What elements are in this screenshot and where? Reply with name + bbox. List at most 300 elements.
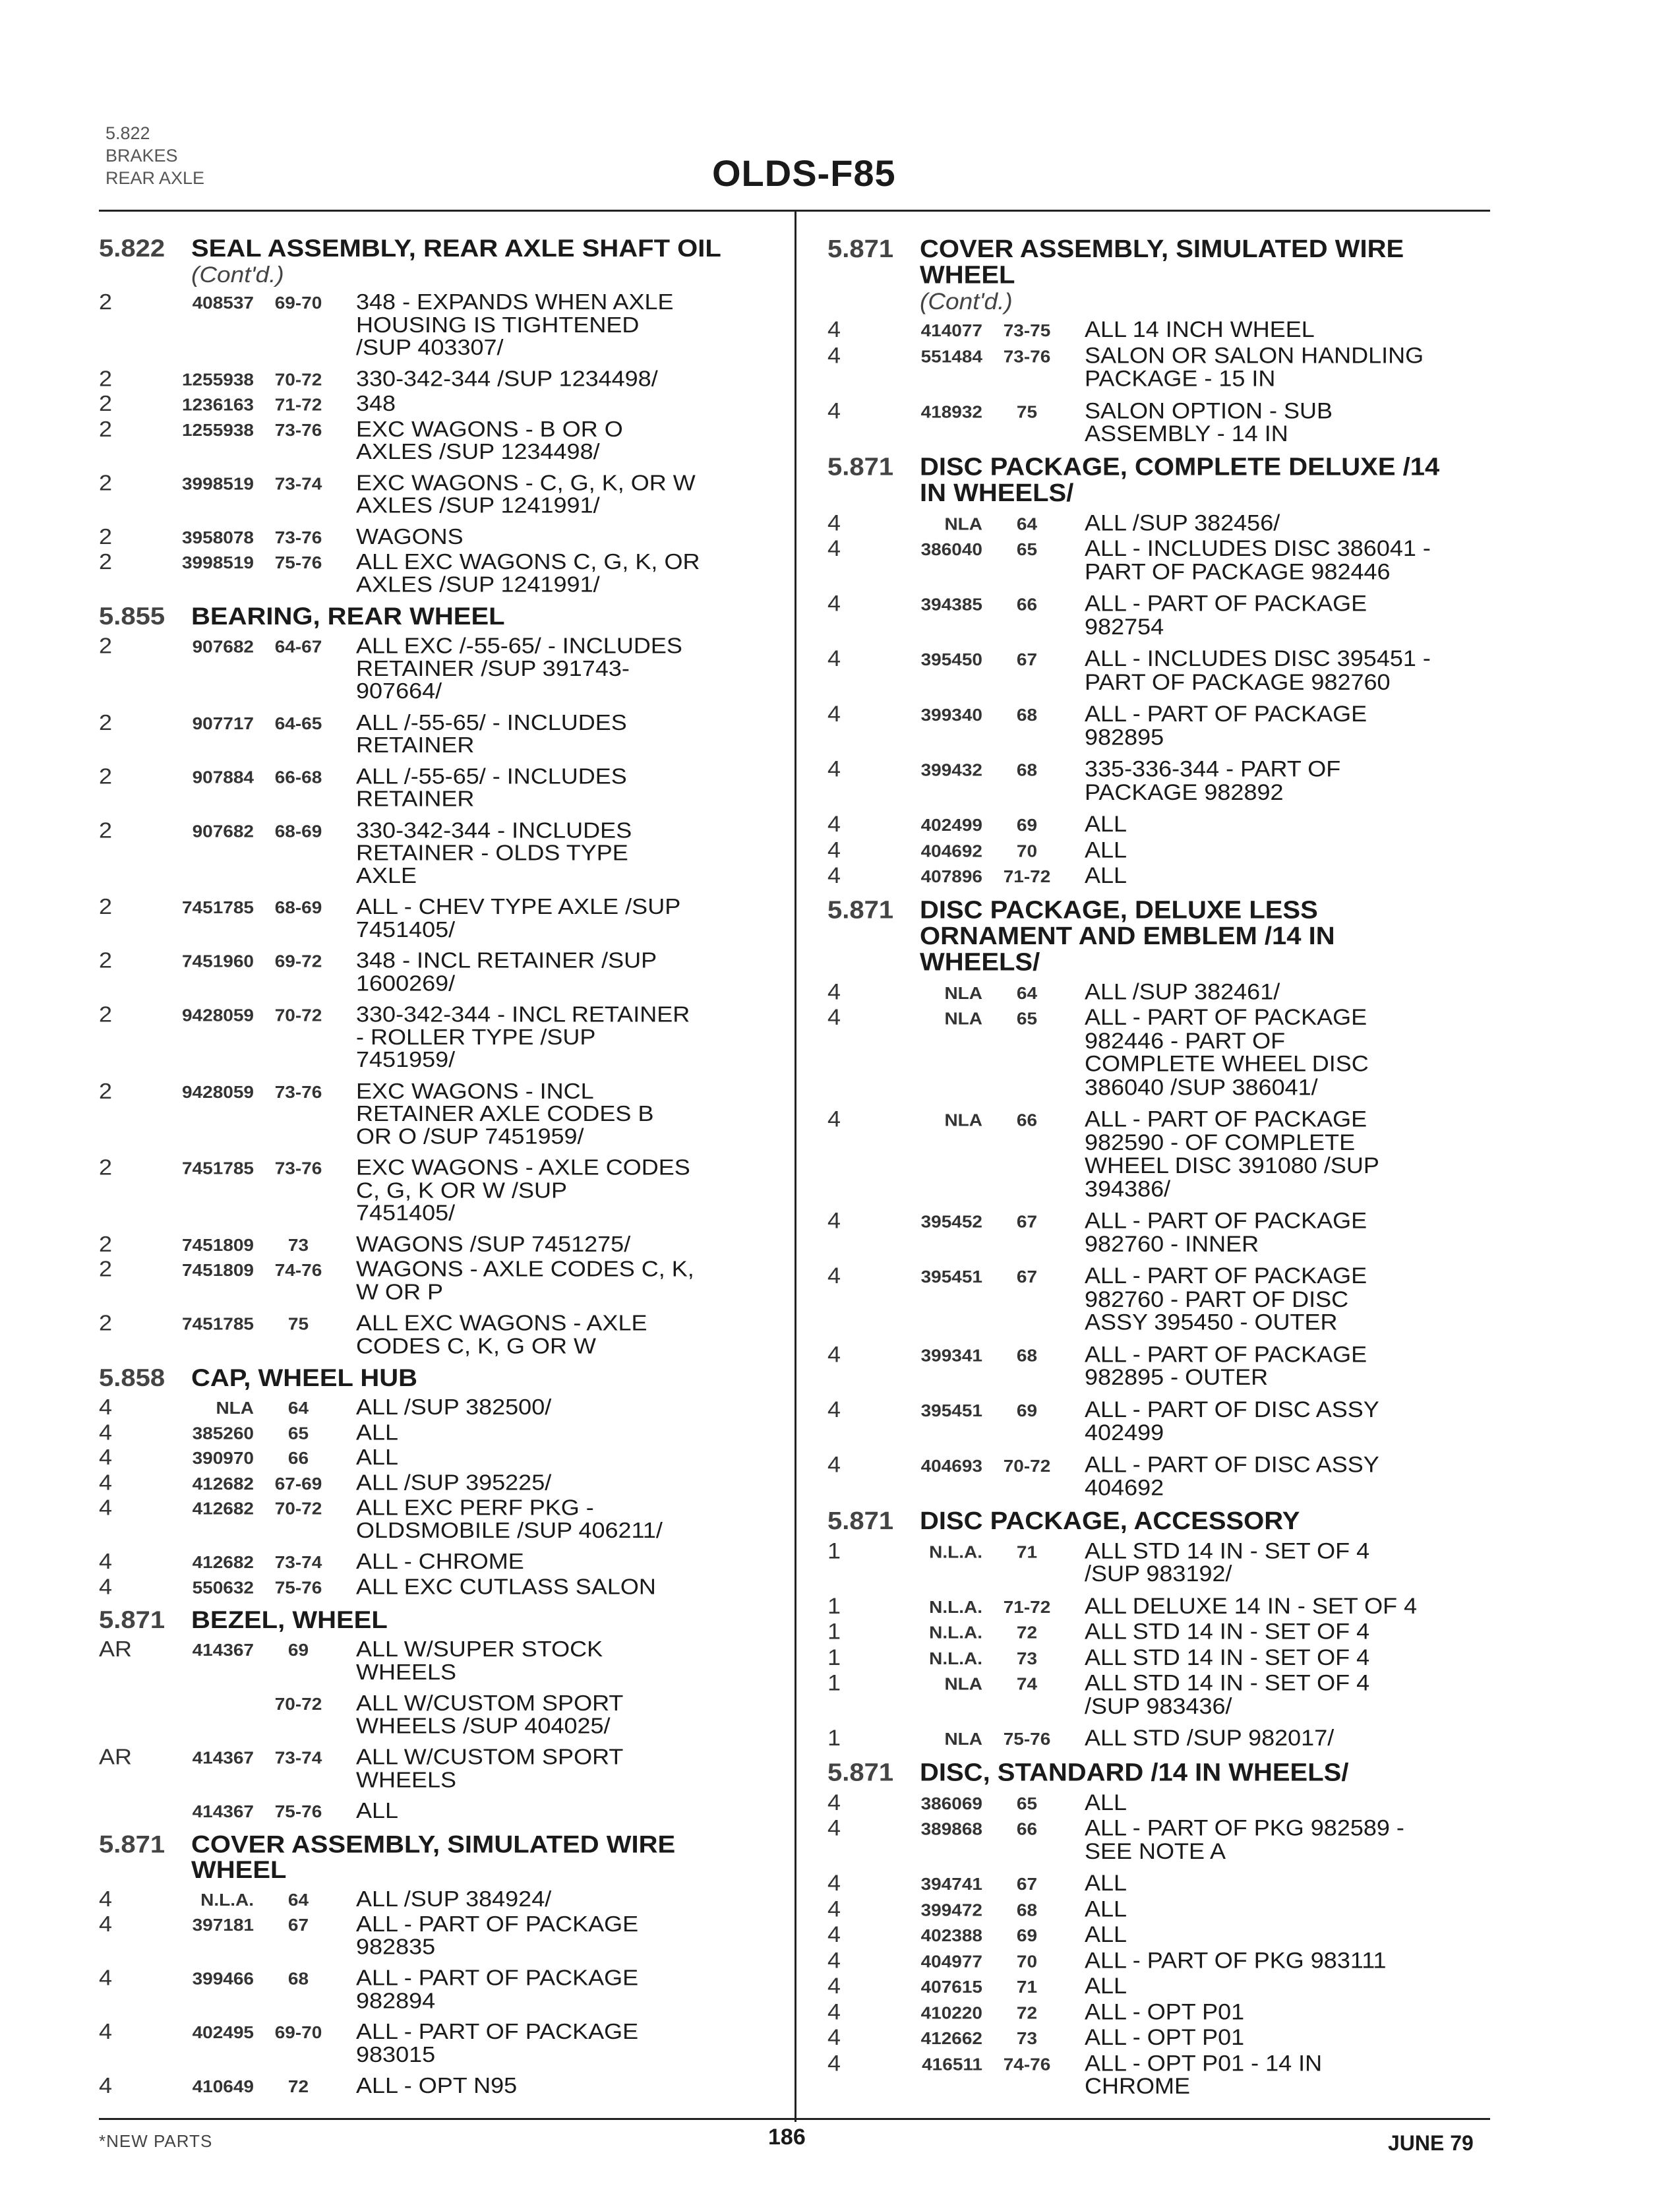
part-quantity: 4: [99, 2018, 113, 2044]
model-years: 64: [1016, 983, 1038, 1002]
section-title: DISC, STANDARD /14 IN WHEELS/: [920, 1759, 1349, 1786]
part-quantity: 4: [827, 342, 841, 368]
part-number: 399466: [192, 1969, 254, 1989]
part-row: [99, 1799, 765, 1823]
part-quantity: 4: [99, 1394, 113, 1420]
model-years: 73-75: [1003, 320, 1051, 340]
part-number: 395451: [920, 1267, 982, 1286]
part-number: 412682: [192, 1474, 254, 1493]
part-quantity: 4: [827, 397, 841, 423]
part-row: [99, 1496, 765, 1542]
part-description: EXC WAGONS - INCL RETAINER AXLE CODES B OR O /SUP 7451959/: [356, 1078, 654, 1149]
part-number: 414077: [920, 320, 982, 340]
model-years: 73-74: [274, 474, 322, 493]
section-title: COVER ASSEMBLY, SIMULATED WIRE WHEEL: [920, 235, 1404, 289]
part-quantity: 2: [99, 1078, 113, 1103]
part-quantity: 2: [99, 549, 113, 574]
continued-label: (Cont'd.): [920, 288, 1013, 315]
part-description: 348 - EXPANDS WHEN AXLE HOUSING IS TIGHTENED /SUP 403307/: [356, 289, 674, 360]
part-description: ALL - PART OF PACKAGE 982446 - PART OF COMPLETE WHEEL DISC 386040 /SUP 386041/: [1085, 1004, 1369, 1100]
part-description: ALL: [1085, 1972, 1127, 1999]
part-quantity: 4: [827, 317, 841, 342]
part-row: [99, 1257, 765, 1303]
part-row: [99, 525, 765, 549]
part-row: [827, 2026, 1493, 2050]
part-number: 385260: [192, 1424, 254, 1443]
model-years: 67: [1016, 1212, 1038, 1232]
part-quantity: 1: [827, 1537, 841, 1563]
part-description: 348 - INCL RETAINER /SUP 1600269/: [356, 948, 657, 996]
model-years: 70-72: [274, 370, 322, 389]
model-years: 64: [1016, 514, 1038, 533]
part-number: 404977: [920, 1951, 982, 1971]
section-heading: [827, 1508, 1493, 1534]
model-years: 68: [1016, 705, 1038, 725]
model-years: 70-72: [1003, 1455, 1051, 1475]
part-number: 9428059: [181, 1006, 254, 1025]
model-years: 73-76: [274, 1082, 322, 1101]
part-number: 414367: [192, 1641, 254, 1660]
model-years: 75: [287, 1314, 309, 1333]
section-title: COVER ASSEMBLY, SIMULATED WIRE WHEEL: [191, 1830, 676, 1883]
part-quantity: 4: [827, 2049, 841, 2076]
part-description: SALON OR SALON HANDLING PACKAGE - 15 IN: [1085, 342, 1424, 391]
part-quantity: 4: [827, 700, 841, 727]
model-years: 71-72: [274, 395, 322, 414]
part-description: ALL - OPT P01 - 14 IN CHROME: [1085, 2049, 1323, 2099]
part-number: NLA: [944, 1008, 982, 1028]
part-number: 407615: [920, 1977, 982, 1997]
part-row: [827, 647, 1493, 693]
part-quantity: 4: [827, 862, 841, 888]
part-description: 335-336-344 - PART OF PACKAGE 982892: [1085, 756, 1341, 805]
part-row: [99, 1156, 765, 1224]
model-years: 72: [287, 2076, 309, 2096]
part-number: N.L.A.: [929, 1597, 982, 1617]
part-number: 3998519: [181, 553, 254, 572]
model-years: 65: [1016, 1793, 1038, 1813]
model-years: 73: [1016, 1648, 1038, 1668]
page-title: OLDS-F85: [712, 152, 896, 194]
model-years: 69: [1016, 1925, 1038, 1945]
parts-section: [99, 236, 765, 595]
part-row: [99, 711, 765, 756]
model-years: 66-68: [274, 768, 322, 787]
part-description: 348: [356, 390, 396, 416]
part-description: ALL: [1085, 1869, 1127, 1896]
part-description: ALL: [1085, 1921, 1127, 1947]
part-quantity: 2: [99, 524, 113, 549]
model-years: 75-76: [1003, 1729, 1051, 1749]
part-number: 394741: [920, 1874, 982, 1894]
part-row: [827, 1816, 1493, 1862]
part-description: WAGONS: [356, 524, 464, 549]
model-years: 71: [1016, 1977, 1038, 1997]
model-years: 69: [1016, 1401, 1038, 1420]
part-row: [827, 537, 1493, 583]
part-row: [99, 367, 765, 391]
part-quantity: 4: [827, 1947, 841, 1973]
model-years: 71-72: [1003, 1597, 1051, 1617]
part-row: [99, 1396, 765, 1420]
part-quantity: 4: [827, 756, 841, 781]
model-years: 71-72: [1003, 866, 1051, 886]
parts-section: [99, 1608, 765, 1823]
part-quantity: 1: [827, 1670, 841, 1695]
continued-label: (Cont'd.): [191, 262, 284, 287]
part-quantity: 4: [99, 1886, 113, 1912]
part-quantity: 4: [827, 811, 841, 837]
section-number: 5.822: [99, 235, 165, 262]
model-years: 69: [287, 1641, 309, 1660]
part-row: [827, 1264, 1493, 1334]
parts-section: [827, 1508, 1493, 1751]
part-quantity: 4: [99, 1965, 113, 1990]
part-row: [99, 949, 765, 994]
part-quantity: 2: [99, 633, 113, 658]
part-row: [827, 1645, 1493, 1670]
model-years: 74-76: [1003, 2054, 1051, 2074]
model-years: 67-69: [274, 1474, 322, 1493]
model-years: 66: [1016, 1110, 1038, 1130]
part-number: 418932: [920, 402, 982, 421]
part-number: 907884: [192, 768, 254, 787]
part-number: 412682: [192, 1553, 254, 1572]
part-quantity: 4: [827, 2024, 841, 2050]
part-number: 907682: [192, 821, 254, 841]
part-number: 412682: [192, 1499, 254, 1518]
part-description: ALL: [1085, 1895, 1127, 1921]
part-quantity: 4: [827, 1998, 841, 2024]
model-years: 69: [1016, 815, 1038, 835]
part-row: [827, 1397, 1493, 1443]
part-row: [827, 838, 1493, 862]
model-years: 67: [1016, 1267, 1038, 1286]
part-row: [827, 1619, 1493, 1644]
section-number: 5.858: [99, 1364, 165, 1392]
model-years: 70: [1016, 1951, 1038, 1971]
part-quantity: [99, 1799, 165, 1823]
part-quantity: 4: [827, 837, 841, 862]
model-years: 69-72: [274, 952, 322, 971]
footer-note: *NEW PARTS: [99, 2131, 213, 2151]
part-number: 402499: [920, 815, 982, 835]
part-row: [827, 1453, 1493, 1499]
part-number: 1255938: [181, 420, 254, 439]
footer-date: JUNE 79: [1388, 2131, 1474, 2155]
part-number: 3958078: [181, 528, 254, 547]
part-number: 404692: [920, 841, 982, 861]
part-description: ALL /SUP 395225/: [356, 1469, 552, 1495]
part-quantity: 4: [99, 1548, 113, 1574]
part-description: ALL - OPT N95: [356, 2072, 518, 2098]
part-quantity: 4: [99, 1444, 113, 1470]
part-quantity: 4: [827, 646, 841, 671]
part-row: [99, 1912, 765, 1958]
part-number: 399472: [920, 1900, 982, 1920]
part-row: [827, 1006, 1493, 1099]
header-category: BRAKES: [105, 146, 178, 166]
part-quantity: 4: [827, 1869, 841, 1896]
part-row: [827, 1790, 1493, 1815]
model-years: 66: [287, 1449, 309, 1468]
part-quantity: 2: [99, 416, 113, 441]
model-years: 73-74: [274, 1553, 322, 1572]
part-description: ALL /-55-65/ - INCLUDES RETAINER: [356, 710, 627, 758]
part-quantity: 2: [99, 1231, 113, 1256]
part-row: [99, 634, 765, 702]
part-number: 550632: [192, 1578, 254, 1597]
part-description: ALL - PART OF PACKAGE 982895: [1085, 700, 1367, 750]
part-quantity: 4: [827, 979, 841, 1004]
part-row: [827, 591, 1493, 638]
parts-section: [827, 1759, 1493, 2098]
section-title: DISC PACKAGE, COMPLETE DELUXE /14 IN WHEELS/: [920, 453, 1440, 507]
parts-section: [827, 454, 1493, 888]
part-number: 389868: [920, 1819, 982, 1839]
part-description: ALL /SUP 384924/: [356, 1886, 552, 1912]
parts-section: [827, 897, 1493, 1499]
model-years: 68: [287, 1969, 309, 1989]
part-description: ALL - CHEV TYPE AXLE /SUP 7451405/: [356, 893, 681, 942]
column-divider: [795, 210, 796, 2122]
part-description: SALON OPTION - SUB ASSEMBLY - 14 IN: [1085, 397, 1333, 446]
section-number: 5.871: [827, 235, 894, 263]
part-description: 330-342-344 - INCL RETAINER - ROLLER TYPE /SUP 7451959/: [356, 1002, 690, 1072]
part-description: ALL DELUXE 14 IN - SET OF 4: [1085, 1592, 1418, 1619]
part-row: [827, 399, 1493, 445]
part-description: ALL /-55-65/ - INCLUDES RETAINER: [356, 763, 627, 811]
part-number: 7451960: [181, 952, 254, 971]
section-title: BEARING, REAR WHEEL: [191, 603, 505, 630]
part-description: ALL STD 14 IN - SET OF 4 /SUP 983192/: [1085, 1537, 1370, 1587]
part-description: ALL - PART OF DISC ASSY 402499: [1085, 1396, 1379, 1445]
part-number: 9428059: [181, 1082, 254, 1101]
part-description: ALL - PART OF DISC ASSY 404692: [1085, 1451, 1379, 1500]
part-number: 399341: [920, 1345, 982, 1365]
part-quantity: 4: [827, 1972, 841, 1999]
part-quantity: 2: [99, 390, 113, 416]
part-row: [99, 818, 765, 886]
part-number: 395450: [920, 650, 982, 669]
part-row: [827, 344, 1493, 390]
part-row: [827, 980, 1493, 1004]
left-column: [99, 236, 765, 2106]
part-description: ALL - PART OF PACKAGE 982754: [1085, 590, 1367, 640]
section-heading: [99, 1608, 765, 1633]
part-quantity: 4: [99, 1573, 113, 1599]
model-years: 69-70: [274, 293, 322, 313]
page-number: 186: [768, 2125, 806, 2150]
part-description: ALL W/CUSTOM SPORT WHEELS /SUP 404025/: [356, 1690, 624, 1738]
part-row: [827, 1897, 1493, 1921]
model-years: 70-72: [274, 1694, 322, 1714]
model-years: 67: [1016, 650, 1038, 669]
right-column: [827, 236, 1493, 2106]
part-row: [99, 1471, 765, 1495]
part-number: 399340: [920, 705, 982, 725]
part-row: [827, 1949, 1493, 1973]
part-description: ALL - PART OF PACKAGE 983015: [356, 2018, 639, 2067]
part-quantity: 1: [827, 1644, 841, 1670]
part-number: NLA: [944, 1110, 982, 1130]
part-row: [99, 1745, 765, 1791]
part-number: NLA: [216, 1399, 254, 1418]
part-description: 330-342-344 /SUP 1234498/: [356, 365, 658, 391]
part-description: WAGONS /SUP 7451275/: [356, 1231, 631, 1256]
model-years: 69-70: [274, 2023, 322, 2042]
part-quantity: 2: [99, 469, 113, 495]
part-number: N.L.A.: [929, 1623, 982, 1643]
part-number: 386069: [920, 1793, 982, 1813]
section-heading: [827, 1759, 1493, 1785]
part-row: [827, 1726, 1493, 1751]
part-quantity: 2: [99, 893, 113, 919]
part-row: [99, 291, 765, 359]
part-quantity: 1: [827, 1618, 841, 1644]
model-years: 70-72: [274, 1006, 322, 1025]
section-number: 5.855: [99, 603, 165, 630]
part-description: ALL W/SUPER STOCK WHEELS: [356, 1636, 603, 1684]
part-row: [99, 392, 765, 416]
model-years: 68-69: [274, 898, 322, 917]
parts-section: [99, 1832, 765, 2098]
model-years: 64: [287, 1890, 309, 1910]
model-years: 75-76: [274, 553, 322, 572]
model-years: 72: [1016, 2003, 1038, 2022]
part-row: [827, 2000, 1493, 2024]
part-row: [99, 2020, 765, 2066]
section-heading: [827, 236, 1493, 288]
model-years: 65: [1016, 539, 1038, 559]
section-heading: [99, 604, 765, 630]
model-years: 67: [1016, 1874, 1038, 1894]
part-description: ALL EXC WAGONS C, G, K, OR AXLES /SUP 1241991/: [356, 549, 700, 597]
part-description: ALL EXC /-55-65/ - INCLUDES RETAINER /SUP 391743- 907664/: [356, 633, 682, 704]
part-description: ALL - PART OF PACKAGE 982894: [356, 1965, 639, 2013]
part-quantity: 4: [99, 1419, 113, 1445]
part-description: ALL 14 INCH WHEEL: [1085, 317, 1315, 342]
part-description: ALL: [356, 1798, 399, 1823]
part-row: [827, 864, 1493, 888]
part-description: EXC WAGONS - B OR O AXLES /SUP 1234498/: [356, 416, 623, 464]
part-number: N.L.A.: [929, 1648, 982, 1668]
part-number: 402388: [920, 1925, 982, 1945]
part-description: ALL: [1085, 862, 1127, 888]
part-number: 410649: [192, 2076, 254, 2096]
model-years: 64: [287, 1399, 309, 1418]
part-description: ALL EXC WAGONS - AXLE CODES C, K, G OR W: [356, 1310, 647, 1358]
part-description: ALL - INCLUDES DISC 395451 - PART OF PACKAGE 982760: [1085, 646, 1431, 694]
part-row: [827, 1923, 1493, 1947]
part-row: [827, 318, 1493, 342]
part-row: [827, 1343, 1493, 1389]
model-years: 66: [1016, 595, 1038, 615]
part-number: 412662: [920, 2028, 982, 2048]
part-number: 394385: [920, 595, 982, 615]
section-number: 5.871: [827, 453, 894, 481]
part-row: [99, 1966, 765, 2012]
part-number: 386040: [920, 539, 982, 559]
part-number: [165, 1691, 254, 1737]
section-number: 5.871: [827, 1507, 894, 1535]
model-years: 73-76: [274, 528, 322, 547]
model-years: 73: [1016, 2028, 1038, 2048]
part-quantity: 2: [99, 710, 113, 735]
model-years: 66: [1016, 1819, 1038, 1839]
part-row: [99, 550, 765, 595]
part-quantity: 4: [99, 1495, 113, 1520]
part-row: [827, 1974, 1493, 1999]
part-row: [99, 1079, 765, 1147]
part-quantity: AR: [99, 1744, 133, 1769]
section-number: 5.871: [99, 1606, 165, 1634]
section-title: DISC PACKAGE, DELUXE LESS ORNAMENT AND EMBLEM /14 IN WHEELS/: [920, 896, 1335, 976]
section-heading: [827, 454, 1493, 506]
part-quantity: 2: [99, 1155, 113, 1180]
model-years: 68: [1016, 1900, 1038, 1920]
part-quantity: 4: [827, 1396, 841, 1422]
part-number: 410220: [920, 2003, 982, 2022]
model-years: 70: [1016, 841, 1038, 861]
part-number: NLA: [944, 1674, 982, 1694]
part-quantity: 2: [99, 1256, 113, 1282]
part-description: ALL STD 14 IN - SET OF 4 /SUP 983436/: [1085, 1670, 1370, 1719]
part-row: [827, 2051, 1493, 2098]
part-quantity: 4: [827, 535, 841, 561]
part-number: N.L.A.: [929, 1542, 982, 1561]
part-row: [827, 1539, 1493, 1585]
part-quantity: 2: [99, 289, 113, 315]
part-row: [827, 1871, 1493, 1896]
part-description: ALL W/CUSTOM SPORT WHEELS: [356, 1744, 624, 1792]
part-description: ALL /SUP 382456/: [1085, 509, 1280, 535]
model-years: 74: [1016, 1674, 1038, 1694]
part-row: [827, 1107, 1493, 1200]
part-row: [99, 417, 765, 463]
part-number: 7451785: [181, 1159, 254, 1178]
part-row: [99, 1312, 765, 1357]
part-row: [827, 1594, 1493, 1618]
model-years: 75-76: [274, 1578, 322, 1597]
part-number: NLA: [944, 514, 982, 533]
section-title: BEZEL, WHEEL: [191, 1606, 388, 1634]
part-description: ALL STD /SUP 982017/: [1085, 1725, 1335, 1751]
section-heading: [99, 1366, 765, 1391]
part-quantity: 4: [827, 1106, 841, 1132]
model-years: 71: [1016, 1542, 1038, 1561]
part-description: EXC WAGONS - AXLE CODES C, G, K OR W /SUP 7451405/: [356, 1155, 690, 1225]
part-number: 7451809: [181, 1260, 254, 1280]
part-row: [99, 895, 765, 940]
part-number: 402495: [192, 2023, 254, 2042]
model-years: 64-65: [274, 713, 322, 733]
header-breadcrumb: [105, 122, 204, 189]
part-number: 404693: [920, 1455, 982, 1475]
part-description: ALL: [356, 1444, 399, 1470]
part-description: EXC WAGONS - C, G, K, OR W AXLES /SUP 1241991/: [356, 469, 696, 518]
part-quantity: 2: [99, 1310, 113, 1335]
part-number: NLA: [944, 983, 982, 1002]
part-row: [99, 1232, 765, 1256]
part-row: [827, 1209, 1493, 1255]
model-years: 68-69: [274, 821, 322, 841]
part-number: 551484: [920, 346, 982, 366]
section-title: CAP, WHEEL HUB: [191, 1364, 418, 1392]
part-description: ALL /SUP 382461/: [1085, 979, 1280, 1004]
part-quantity: 1: [827, 1592, 841, 1619]
part-description: ALL: [356, 1419, 399, 1445]
